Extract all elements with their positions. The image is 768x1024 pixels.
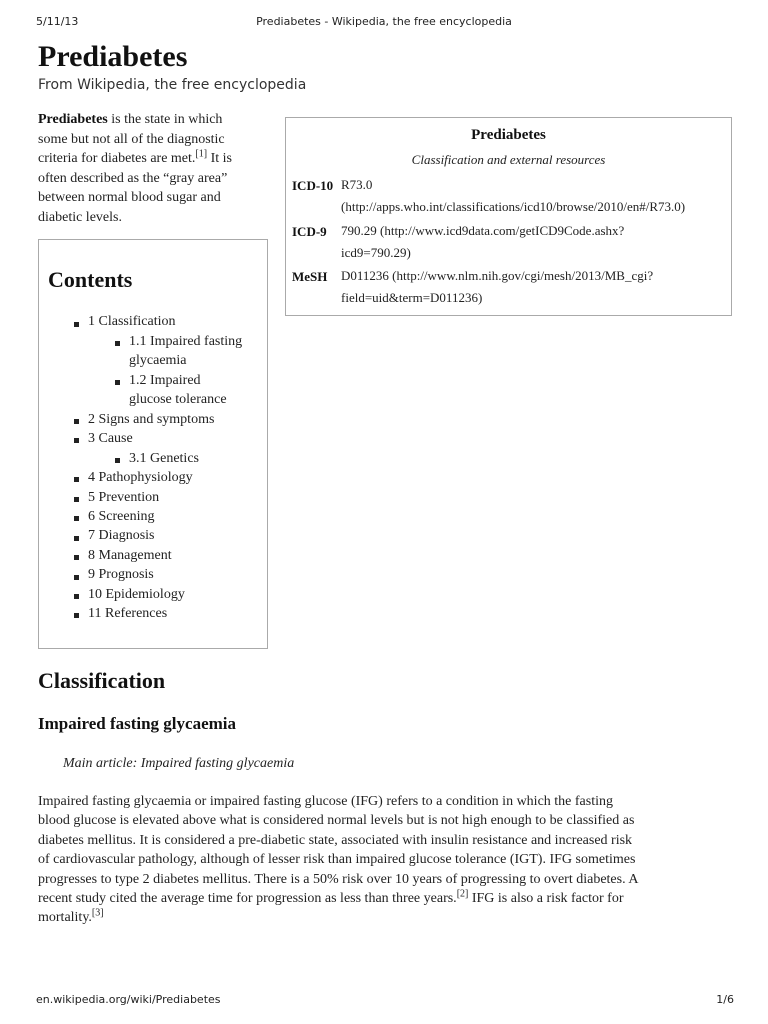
intro-line-3-tail: It is	[207, 151, 232, 166]
infobox-label-mesh: MeSH	[292, 269, 328, 284]
icd10-link[interactable]: (http://apps.who.int/classifications/icd10/browse/2010/en#/R73.0)	[341, 199, 686, 214]
icd10-code[interactable]: R73.0	[341, 177, 373, 192]
citation-ref-3[interactable]: [3]	[91, 907, 104, 919]
toc-item[interactable]: 1.1 Impaired fasting	[129, 334, 243, 349]
toc-bullet	[74, 419, 79, 424]
toc-bullet	[74, 613, 79, 618]
para-line	[38, 889, 738, 908]
infobox-value-icd10[interactable]	[341, 174, 726, 218]
mesh-link[interactable]: D011236 (http://www.nlm.nih.gov/cgi/mesh/2013/MB_cgi?	[341, 268, 654, 283]
intro-paragraph	[38, 110, 278, 227]
infobox-value-icd9[interactable]	[341, 220, 726, 264]
toc-bullet	[74, 536, 79, 541]
toc-item[interactable]: 3.1 Genetics	[129, 451, 199, 466]
para-line-6-tail: IFG is also a risk factor for	[468, 891, 624, 907]
mesh-link-cont[interactable]: field=uid&term=D011236)	[341, 290, 483, 305]
intro-line-1: is the state in which	[107, 112, 223, 127]
intro-line-6: diabetic levels.	[38, 209, 122, 225]
toc-box	[38, 239, 268, 649]
print-page-number: 1/6	[716, 993, 734, 1006]
toc-bullet	[115, 458, 120, 463]
page-title: Prediabetes	[38, 40, 188, 73]
infobox-subtitle: Classification and external resources	[411, 152, 606, 167]
toc-list	[39, 240, 267, 648]
icd9-link-cont[interactable]: icd9=790.29)	[341, 245, 411, 260]
infobox-label-icd9: ICD-9	[292, 224, 327, 239]
toc-item[interactable]: 1 Classification	[88, 314, 176, 329]
para-line: progresses to type 2 diabetes mellitus. There is a 50% risk over 10 years of progressing to overt diabetes. A	[38, 871, 639, 887]
toc-bullet	[115, 341, 120, 346]
infobox	[285, 117, 732, 316]
para-line: Impaired fasting glycaemia or impaired fasting glucose (IFG) refers to a condition in which the fasting	[38, 794, 613, 809]
toc-item[interactable]: 11 References	[88, 606, 168, 621]
intro-line-2: some but not all of the diagnostic	[38, 131, 225, 147]
toc-item[interactable]: glucose tolerance	[129, 392, 227, 407]
para-line: of cardiovascular pathology, although of lesser risk than impaired glucose tolerance (IGT). IFG sometimes	[38, 852, 636, 868]
toc-item[interactable]: 3 Cause	[88, 431, 133, 446]
toc-bullet	[74, 322, 79, 327]
toc-item[interactable]: 10 Epidemiology	[88, 587, 185, 602]
toc-item[interactable]: glycaemia	[129, 353, 187, 368]
toc-bullet	[115, 380, 120, 385]
toc-item[interactable]: 8 Management	[88, 548, 172, 563]
intro-line-3: criteria for diabetes are met.	[38, 151, 196, 166]
intro-line-4: often described as the “gray area”	[38, 170, 228, 186]
para-line-6-text: recent study cited the average time for progression as less than three years.	[38, 891, 457, 907]
icd9-link[interactable]: 790.29 (http://www.icd9data.com/getICD9Code.ashx?	[341, 223, 625, 238]
toc-bullet	[74, 516, 79, 521]
subsection-heading-ifg: Impaired fasting glycaemia	[38, 714, 237, 733]
print-date: 5/11/13	[36, 15, 79, 28]
infobox-title: Prediabetes	[471, 127, 546, 143]
infobox-value-mesh[interactable]	[341, 265, 726, 309]
citation-ref-1[interactable]: [1]	[195, 148, 208, 160]
citation-ref-2[interactable]: [2]	[456, 888, 469, 900]
toc-item[interactable]: 5 Prevention	[88, 490, 160, 505]
toc-item[interactable]: 9 Prognosis	[88, 567, 154, 582]
toc-item[interactable]: 7 Diagnosis	[88, 528, 155, 543]
para-line	[38, 908, 738, 927]
intro-bold-term: Prediabetes	[38, 112, 108, 127]
toc-bullet	[74, 575, 79, 580]
para-line: blood glucose is elevated above what is considered normal levels but is not high enough to be classified as	[38, 813, 635, 829]
infobox-label-icd10: ICD-10	[292, 178, 334, 193]
para-line-7-text: mortality.	[38, 910, 92, 926]
toc-item[interactable]: 2 Signs and symptoms	[88, 412, 215, 427]
toc-item[interactable]: 1.2 Impaired	[129, 373, 201, 388]
section-heading-classification: Classification	[38, 668, 166, 693]
toc-bullet	[74, 555, 79, 560]
toc-bullet	[74, 477, 79, 482]
page-tagline: From Wikipedia, the free encyclopedia	[38, 77, 307, 93]
toc-bullet	[74, 497, 79, 502]
print-url: en.wikipedia.org/wiki/Prediabetes	[36, 993, 221, 1006]
ifg-paragraph	[38, 792, 738, 928]
toc-item[interactable]: 4 Pathophysiology	[88, 470, 193, 485]
toc-item[interactable]: 6 Screening	[88, 509, 155, 524]
toc-bullet	[74, 438, 79, 443]
toc-title: Contents	[48, 267, 133, 292]
para-line: diabetes mellitus. It is considered a pre-diabetic state, associated with insulin resistance and increased risk	[38, 832, 633, 848]
toc-bullet	[74, 594, 79, 599]
main-article-hatnote[interactable]: Main article: Impaired fasting glycaemia	[63, 756, 295, 771]
intro-line-5: between normal blood sugar and	[38, 190, 221, 205]
print-page-title: Prediabetes - Wikipedia, the free encyclopedia	[256, 15, 512, 28]
